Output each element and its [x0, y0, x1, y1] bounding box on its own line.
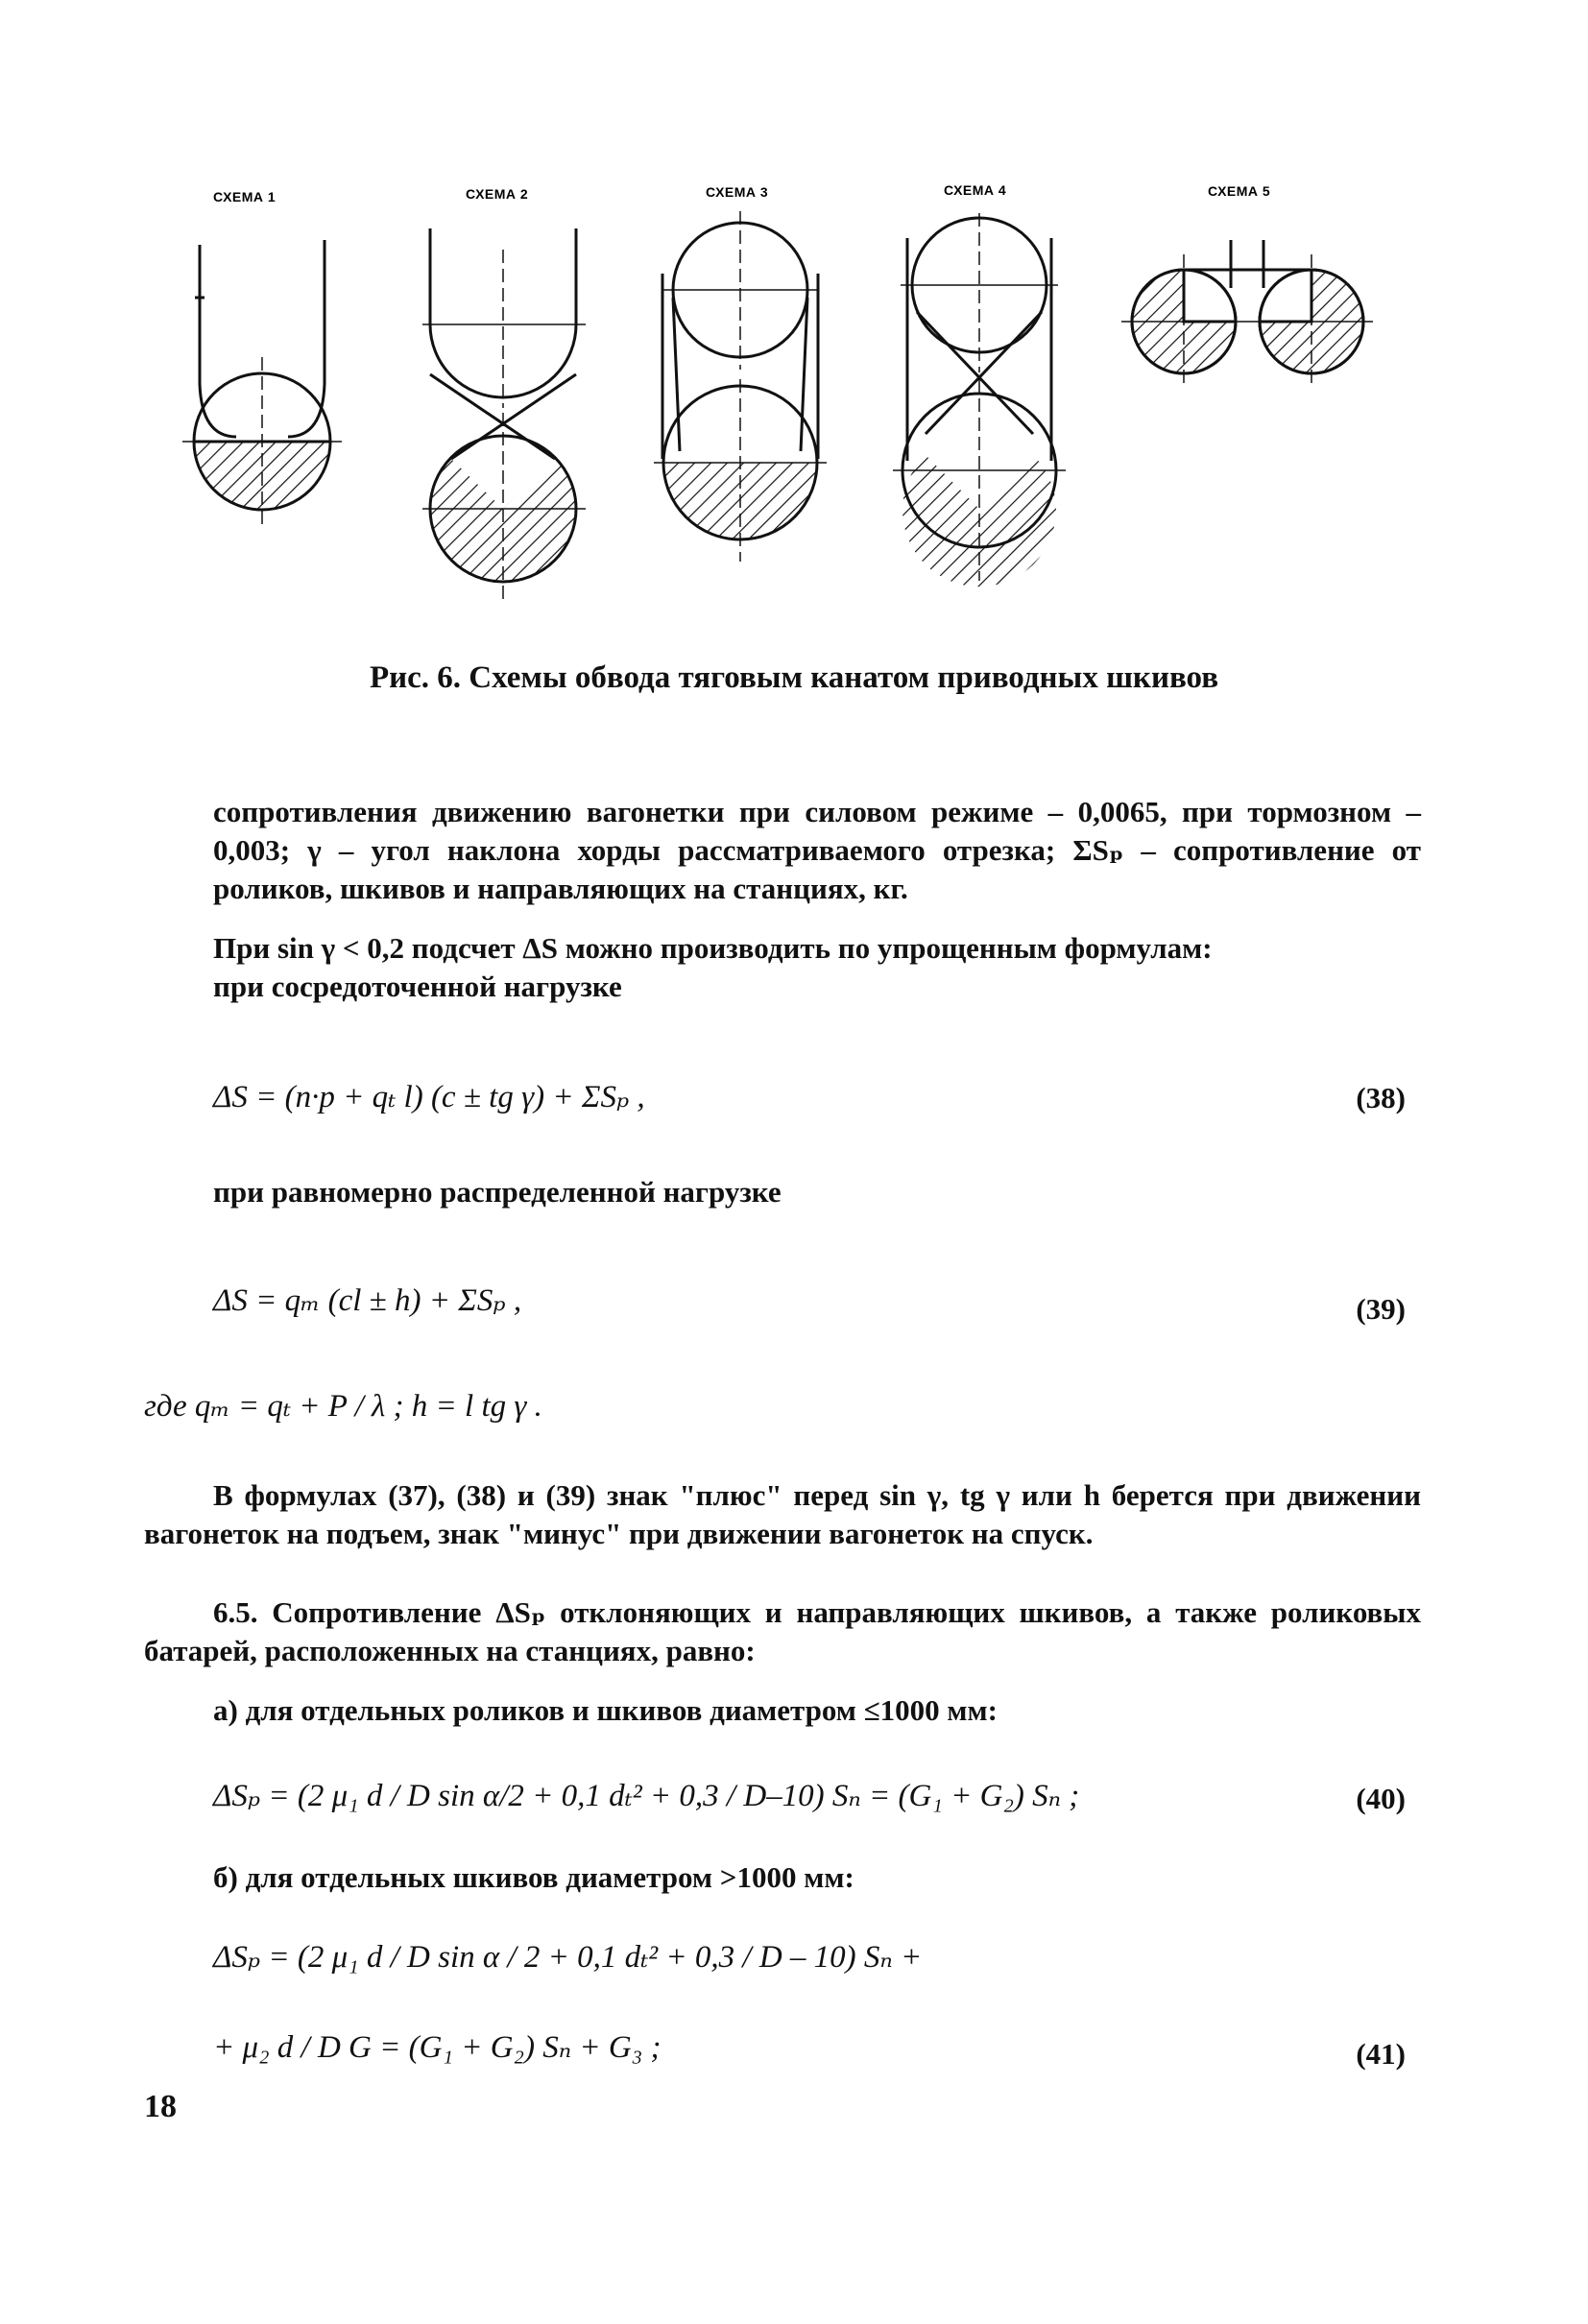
text-uniform-load: при равномерно распределенной нагрузке	[213, 1175, 782, 1209]
scheme-2-diagram	[422, 228, 586, 600]
scheme-label-1: СХЕМА 1	[213, 189, 277, 204]
where-definitions: где qₘ = qₜ + P / λ ; h = l tg γ .	[144, 1389, 542, 1424]
paragraph-simplified-line2: при сосредоточенной нагрузке	[213, 970, 622, 1003]
paragraph-simplified-line1: При sin γ < 0,2 подсчет ΔS можно производить по упрощенным формулам:	[213, 931, 1213, 965]
scheme-label-3: СХЕМА 3	[706, 184, 769, 200]
paragraph-sign-rule: В формулах (37), (38) и (39) знак "плюс" перед sin γ, tg γ или h берется при движении вагонеток на подъем, знак "минус" при движении вагонеток на спуск.	[144, 1478, 1421, 1550]
formula-41-line1: ΔSₚ = (2 μ₁ d / D sin α / 2 + 0,1 dₜ² + 0,3 / D – 10) Sₙ +	[213, 1940, 923, 1975]
scheme-1-diagram	[182, 240, 342, 526]
formula-41-line2: + μ₂ d / D G = (G₁ + G₂) Sₙ + G₃ ;	[213, 2030, 662, 2065]
equation-number-38: (38)	[1356, 1081, 1406, 1114]
item-b: б) для отдельных шкивов диаметром >1000 мм:	[213, 1860, 854, 1894]
formula-39: ΔS = qₘ (cl ± h) + ΣSₚ ,	[213, 1283, 522, 1318]
scheme-label-5: СХЕМА 5	[1208, 183, 1271, 199]
scheme-3-diagram	[654, 211, 827, 562]
item-a: а) для отдельных роликов и шкивов диаметром ≤1000 мм:	[213, 1693, 998, 1727]
equation-number-40: (40)	[1356, 1782, 1406, 1815]
page-number: 18	[144, 2089, 177, 2124]
scheme-4-diagram	[893, 213, 1066, 587]
figure-caption: Рис. 6. Схемы обвода тяговым канатом приводных шкивов	[369, 660, 1219, 695]
scheme-label-4: СХЕМА 4	[944, 182, 1007, 198]
paragraph-section-6-5: 6.5. Сопротивление ΔSₚ отклоняющих и направляющих шкивов, а также роликовых батарей, расположенных на станциях, равно:	[144, 1595, 1421, 1667]
figure-schemes	[0, 0, 1588, 634]
paragraph-resistance: сопротивления движению вагонетки при силовом режиме – 0,0065, при тормозном – 0,003; γ – угол наклона хорды рассматриваемого отрезка; ΣSₚ – сопротивление от роликов, шкивов и направляющих на станциях, кг.	[213, 795, 1421, 905]
scheme-5-diagram	[1121, 240, 1373, 384]
formula-40: ΔSₚ = (2 μ₁ d / D sin α/2 + 0,1 dₜ² + 0,3 / D–10) Sₙ = (G₁ + G₂) Sₙ ;	[213, 1779, 1080, 1813]
equation-number-39: (39)	[1356, 1292, 1406, 1326]
equation-number-41: (41)	[1356, 2037, 1406, 2071]
scheme-label-2: СХЕМА 2	[466, 186, 529, 202]
formula-38: ΔS = (n·p + qₜ l) (c ± tg γ) + ΣSₚ ,	[213, 1080, 645, 1114]
